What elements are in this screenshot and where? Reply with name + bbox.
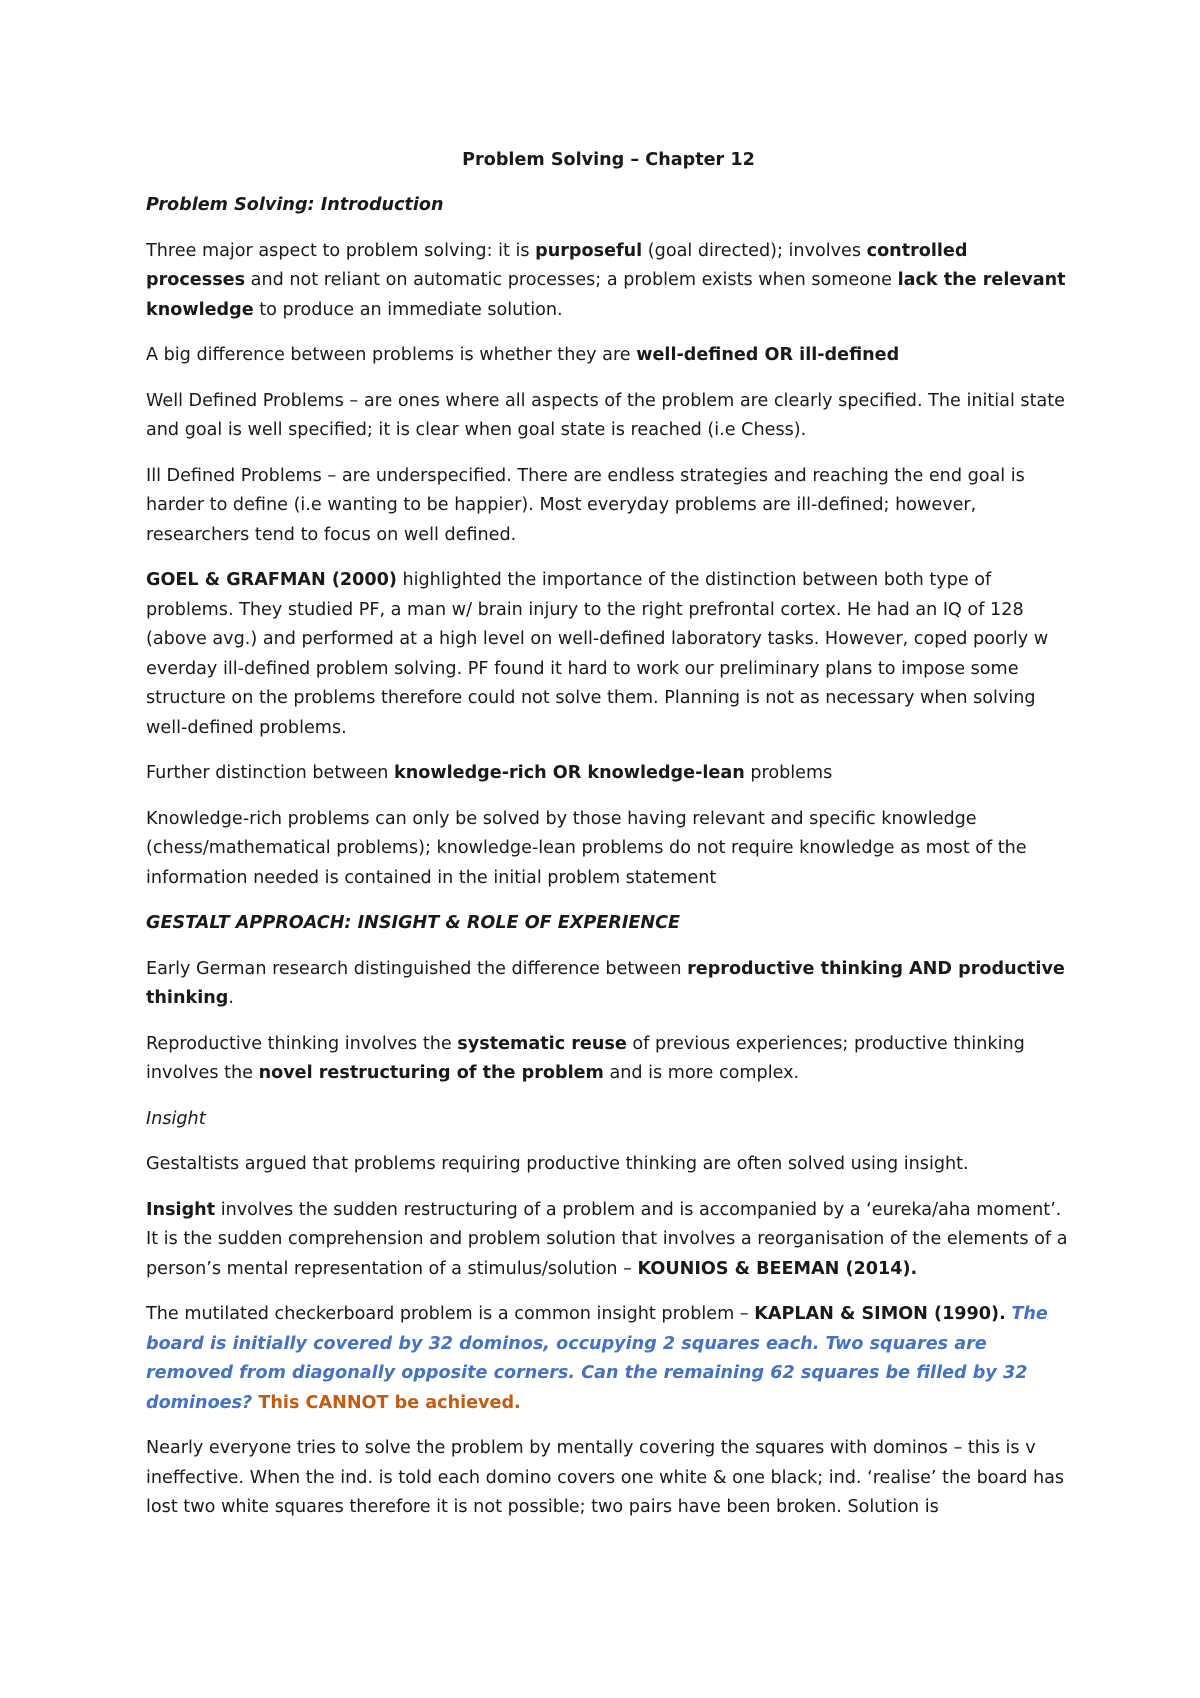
text-run: (goal directed); involves bbox=[642, 240, 867, 261]
bold-term-reuse: systematic reuse bbox=[457, 1033, 627, 1054]
paragraph-aspects bbox=[146, 237, 1071, 326]
citation: KOUNIOS & BEEMAN (2014). bbox=[637, 1258, 918, 1279]
text-run: highlighted the importance of the distinction between both type of problems. They studied PF, a man w/ brain injury to the right prefrontal cortex. He had an IQ of 128 (above avg.) and performed at a high level on well-defined laboratory tasks. However, coped poorly w everday ill-defined problem solving. PF found it hard to work our preliminary plans to impose some structure on the problems therefore could not solve them. Planning is not as necessary when solving well-defined problems. bbox=[146, 570, 1049, 738]
paragraph-difference bbox=[146, 341, 1071, 371]
text-run: problems bbox=[744, 763, 833, 783]
paragraph-solution: Nearly everyone tries to solve the problem by mentally covering the squares with dominos – this is v ineffective. When the ind. is told each domino covers one white & one black; ind. ‘realise’ the board has lost two white squares therefore it is not possible; two pairs have been broken. Solution is bbox=[146, 1438, 1065, 1517]
text-run: and is more complex. bbox=[603, 1063, 800, 1083]
paragraph-checkerboard bbox=[146, 1300, 1071, 1418]
paragraph-insight-definition bbox=[146, 1196, 1071, 1285]
highlighted-problem-text: The board is initially covered by 32 dominos, occupying 2 squares each. Two squares are removed from diagonally opposite corners. Can the remaining 62 squares be filled by 32 dominoes? bbox=[146, 1304, 1048, 1413]
section-heading-intro: Problem Solving: Introduction bbox=[146, 195, 444, 215]
text-run: Early German research distinguished the difference between bbox=[146, 958, 688, 979]
text-run: to produce an immediate solution. bbox=[253, 299, 563, 320]
citation: GOEL & GRAFMAN (2000) bbox=[146, 570, 397, 590]
paragraph-knowledge-rich: Knowledge-rich problems can only be solved by those having relevant and specific knowledge (chess/mathematical problems); knowledge-lean problems do not require knowledge as most of the information needed is contained in the initial problem statement bbox=[146, 808, 1027, 888]
document-body bbox=[146, 148, 1071, 1539]
citation: KAPLAN & SIMON (1990). bbox=[754, 1304, 1006, 1324]
text-run: Three major aspect to problem solving: it is bbox=[146, 240, 536, 261]
paragraph-distinction bbox=[146, 759, 1071, 789]
text-run: The mutilated checkerboard problem is a common insight problem – bbox=[146, 1304, 755, 1324]
bold-term-defined: well-defined OR ill-defined bbox=[636, 345, 900, 365]
text-run: . bbox=[228, 988, 234, 1008]
bold-term-insight: Insight bbox=[146, 1199, 216, 1220]
bold-term-restructuring: novel restructuring of the problem bbox=[258, 1063, 604, 1083]
text-run: of previous experiences; productive thinking involves the bbox=[146, 1033, 1025, 1083]
bold-term-knowledge: lack the relevant knowledge bbox=[146, 270, 1066, 320]
section-heading-gestalt: GESTALT APPROACH: INSIGHT & ROLE OF EXPERIENCE bbox=[146, 913, 681, 933]
paragraph-goel-grafman bbox=[146, 566, 1071, 743]
paragraph-german-research bbox=[146, 955, 1071, 1014]
page-title: Problem Solving – Chapter 12 bbox=[462, 150, 755, 170]
paragraph-ill-defined: Ill Defined Problems – are underspecified. There are endless strategies and reaching the end goal is harder to define (i.e wanting to be happier). Most everyday problems are ill-defined; however, researchers tend to focus on well defined. bbox=[146, 465, 1025, 545]
bold-term-controlled: controlled processes bbox=[146, 240, 968, 290]
text-run: Further distinction between bbox=[146, 763, 395, 783]
paragraph-well-defined: Well Defined Problems – are ones where all aspects of the problem are clearly specified. The initial state and goal is well specified; it is clear when goal state is reached (i.e Chess). bbox=[146, 390, 1065, 440]
paragraph-gestaltists: Gestaltists argued that problems requiring productive thinking are often solved using insight. bbox=[146, 1154, 969, 1174]
text-run: involves the sudden restructuring of a problem and is accompanied by a ‘eureka/aha moment’. It is the sudden comprehension and problem solution that involves a reorganisation of the elements of a person’s mental representation of a stimulus/solution – bbox=[146, 1199, 1068, 1279]
bold-term-thinking: reproductive thinking AND productive thinking bbox=[146, 958, 1065, 1008]
bold-term-purposeful: purposeful bbox=[535, 240, 643, 261]
paragraph-reproductive bbox=[146, 1030, 1071, 1089]
bold-term-knowledge-types: knowledge-rich OR knowledge-lean bbox=[394, 763, 745, 783]
text-run: A big difference between problems is whether they are bbox=[146, 345, 637, 365]
text-run: Reproductive thinking involves the bbox=[146, 1033, 458, 1054]
subheading-insight: Insight bbox=[146, 1108, 206, 1129]
highlighted-answer-text: This CANNOT be achieved. bbox=[252, 1392, 521, 1413]
text-run: and not reliant on automatic processes; a problem exists when someone bbox=[245, 270, 898, 290]
